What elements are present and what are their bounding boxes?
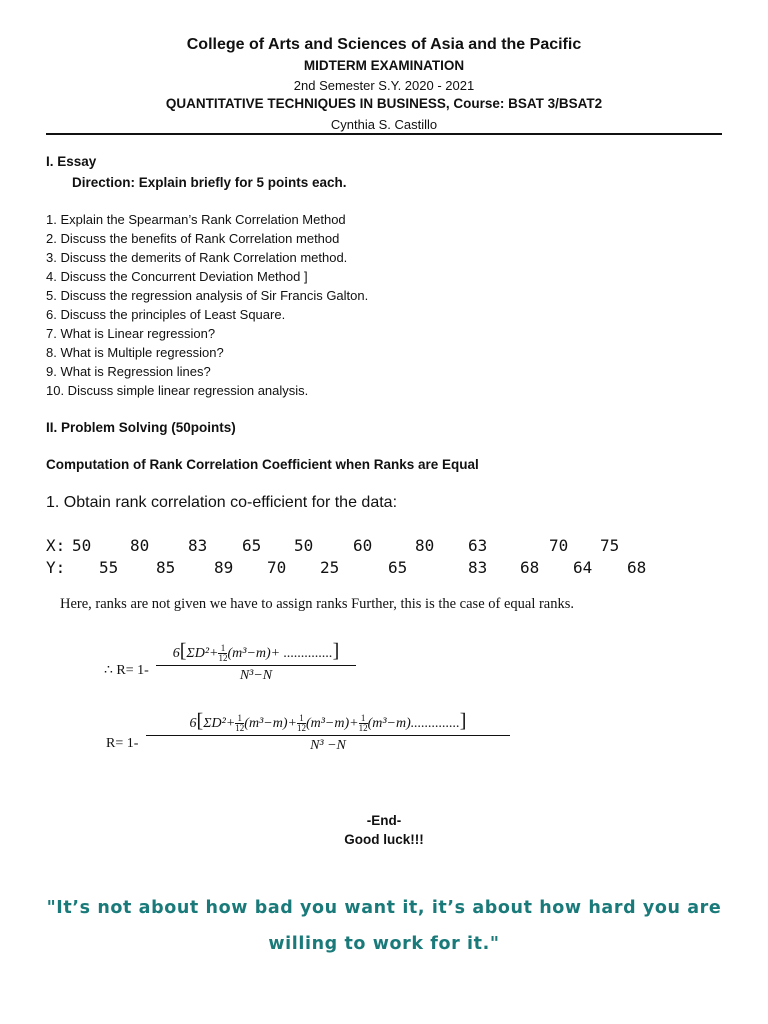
y-value: 68 xyxy=(520,558,540,577)
x-value: 50 xyxy=(72,536,92,555)
essay-question: 10. Discuss simple linear regression analysis. xyxy=(46,383,309,398)
y-value: 68 xyxy=(627,558,647,577)
y-value: 55 xyxy=(99,558,119,577)
formula-2-denominator: N³ −N xyxy=(310,738,346,754)
instructor-name: Cynthia S. Castillo xyxy=(330,117,438,132)
header-divider xyxy=(46,133,722,135)
essay-question: 4. Discuss the Concurrent Deviation Method ] xyxy=(46,269,308,284)
essay-question: 3. Discuss the demerits of Rank Correlation method. xyxy=(46,250,348,265)
rank-correlation-formula-2 xyxy=(106,710,526,770)
rank-correlation-formula-1 xyxy=(104,640,404,700)
good-luck: Good luck!!! xyxy=(344,832,424,847)
y-value: 70 xyxy=(267,558,287,577)
x-value: 63 xyxy=(468,536,488,555)
motivational-quote: "It’s not about how bad you want it, it’s about how hard you are willing to work for it." xyxy=(46,898,722,954)
end-marker: -End- xyxy=(366,813,402,828)
x-value: 75 xyxy=(600,536,620,555)
essay-question: 9. What is Regression lines? xyxy=(46,364,211,379)
y-value: 25 xyxy=(320,558,340,577)
x-value: 70 xyxy=(549,536,569,555)
x-value: 50 xyxy=(294,536,314,555)
x-value: 80 xyxy=(130,536,150,555)
essay-question-list xyxy=(46,210,368,400)
formula-1-fraction xyxy=(156,640,356,684)
problem-task: 1. Obtain rank correlation co-efficient for the data: xyxy=(46,494,398,511)
essay-question: 8. What is Multiple regression? xyxy=(46,345,224,360)
formula-2-lead: R= 1- xyxy=(106,736,139,751)
x-value: 83 xyxy=(188,536,208,555)
essay-question: 6. Discuss the principles of Least Square. xyxy=(46,307,286,322)
computation-subheading: Computation of Rank Correlation Coefficient when Ranks are Equal xyxy=(46,457,479,472)
exam-title: MIDTERM EXAMINATION xyxy=(303,58,465,73)
ranking-note: Here, ranks are not given we have to assign ranks Further, this is the case of equal ranks. xyxy=(60,596,575,612)
college-name: College of Arts and Sciences of Asia and the Pacific xyxy=(186,36,582,53)
problem-solving-heading: II. Problem Solving (50points) xyxy=(46,420,236,435)
formula-2-fraction xyxy=(146,710,510,754)
y-value: 64 xyxy=(573,558,593,577)
essay-question: 1. Explain the Spearman’s Rank Correlation Method xyxy=(46,212,346,227)
formula-1-lead: ∴ R= 1- xyxy=(104,663,149,678)
x-value: 80 xyxy=(415,536,435,555)
essay-question: 2. Discuss the benefits of Rank Correlation method xyxy=(46,231,340,246)
y-value: 83 xyxy=(468,558,488,577)
essay-question: 7. What is Linear regression? xyxy=(46,326,216,341)
course-line: QUANTITATIVE TECHNIQUES IN BUSINESS, Course: BSAT 3/BSAT2 xyxy=(165,96,603,111)
y-label: Y: xyxy=(46,558,66,577)
formula-1-denominator: N³−N xyxy=(239,668,273,684)
y-value: 85 xyxy=(156,558,176,577)
essay-direction: Direction: Explain briefly for 5 points each. xyxy=(72,175,347,190)
essay-question: 5. Discuss the regression analysis of Sir Francis Galton. xyxy=(46,288,369,303)
semester-line: 2nd Semester S.Y. 2020 - 2021 xyxy=(293,78,475,93)
x-label: X: xyxy=(46,536,66,555)
x-value: 60 xyxy=(353,536,373,555)
y-value: 89 xyxy=(214,558,234,577)
formula-1-numerator: 6[ΣD²+ $\frac{1}{12}$ (m³−m)+ ..............] xyxy=(172,640,340,664)
essay-heading: I. Essay xyxy=(46,154,97,169)
y-value: 65 xyxy=(388,558,408,577)
formula-2-numerator: 6[ΣD²+ $\frac{1}{12}$ (m³−m)+ $\frac{1}{12}$ (m³−m)+ $\frac{1}{12}$ (m³−m)..............] xyxy=(189,710,467,734)
x-value: 65 xyxy=(242,536,262,555)
